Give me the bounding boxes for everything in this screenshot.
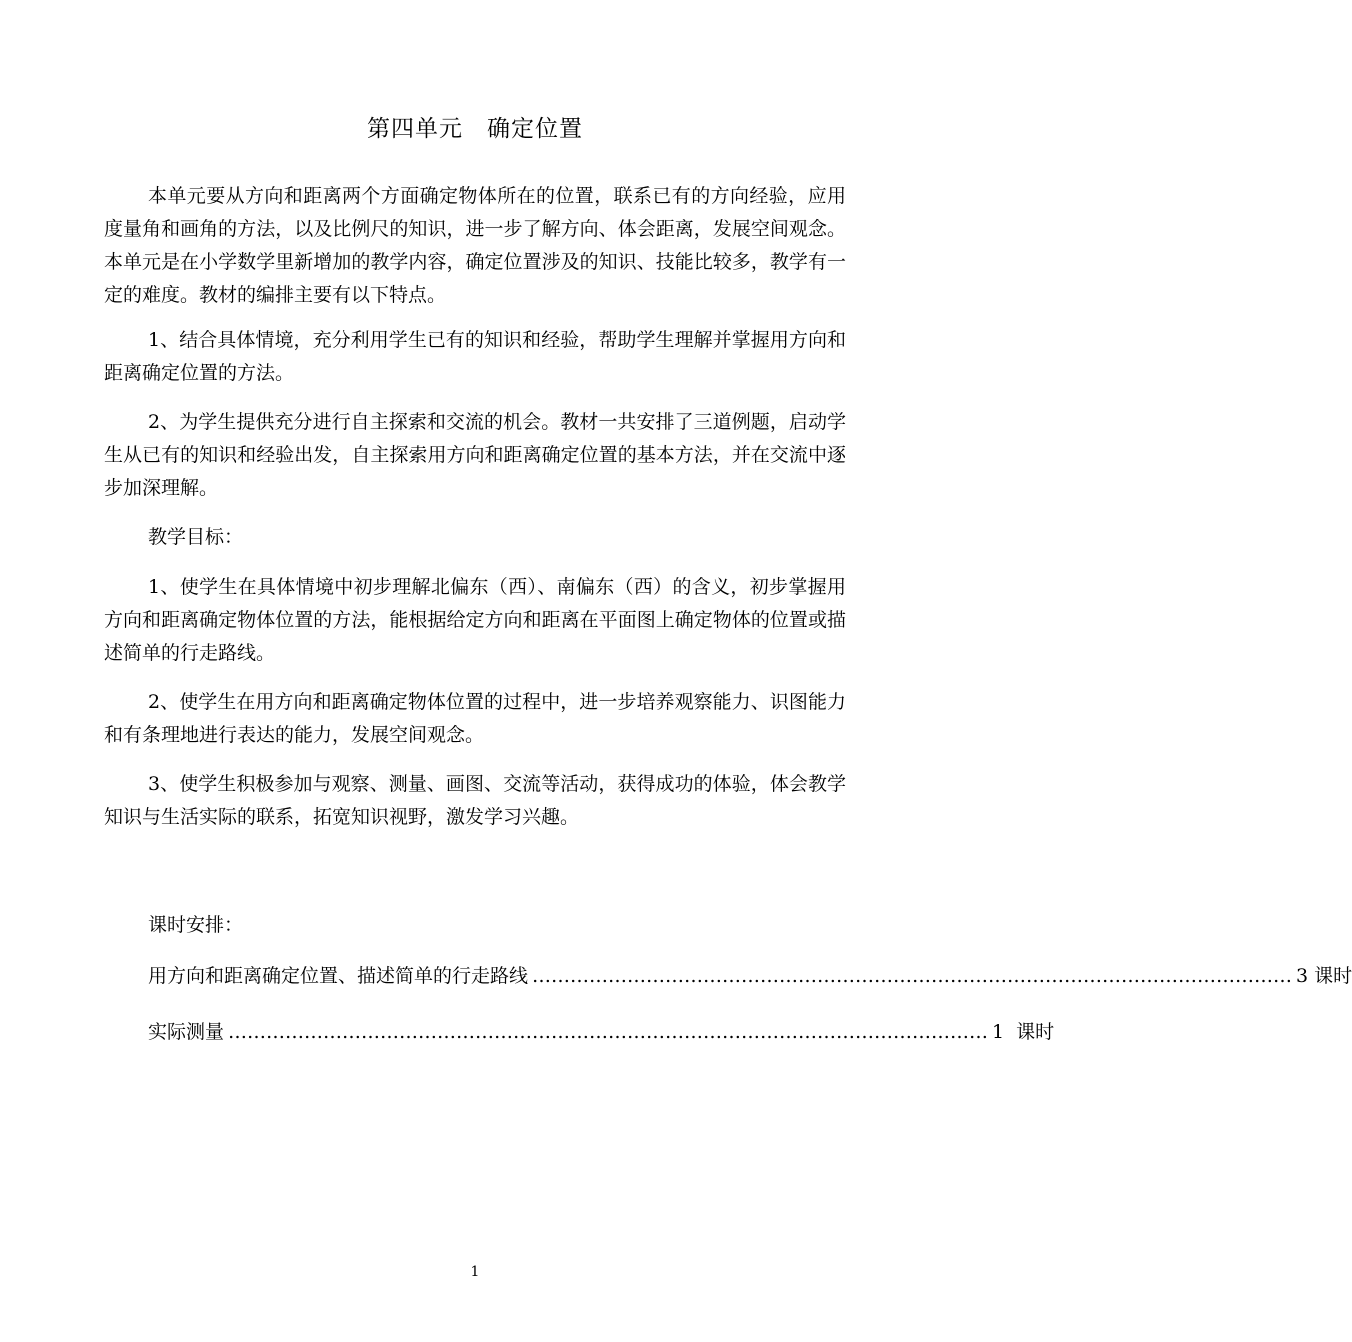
dot-leader: ………………………………………………………………………………………………………… <box>532 965 1293 987</box>
goal-item-3: 3、使学生积极参加与观察、测量、画图、交流等活动，获得成功的体验，体会教学知识与生活实际的联系，拓宽知识视野，激发学习兴趣。 <box>104 773 846 828</box>
goal-item-2: 2、使学生在用方向和距离确定物体位置的过程中，进一步培养观察能力、识图能力和有条理地进行表达的能力，发展空间观念。 <box>104 691 846 746</box>
schedule-row-label: 用方向和距离确定位置、描述简单的行走路线 <box>148 965 529 987</box>
goal-item-1: 1、使学生在具体情境中初步理解北偏东（西）、南偏东（西）的含义，初步掌握用方向和距离确定物体位置的方法，能根据给定方向和距离在平面图上确定物体的位置或描述简单的行走路线。 <box>104 576 846 664</box>
schedule-row-label: 实际测量 <box>148 1021 225 1043</box>
schedule-heading: 课时安排： <box>148 914 244 936</box>
schedule-row-value: 1 课时 <box>992 1021 1055 1043</box>
schedule-row-value: 3 课时 <box>1296 965 1352 987</box>
page-title: 第四单元 确定位置 <box>367 116 583 142</box>
schedule-row <box>148 1016 1055 1049</box>
goals-heading: 教学目标： <box>148 526 244 548</box>
schedule-row <box>148 960 1352 993</box>
dot-leader: ………………………………………………………………………………………………………… <box>228 1021 989 1043</box>
feature-item-2: 2、为学生提供充分进行自主探索和交流的机会。教材一共安排了三道例题，启动学生从已有的知识和经验出发，自主探索用方向和距离确定位置的基本方法，并在交流中逐步加深理解。 <box>104 411 846 499</box>
intro-paragraph: 本单元要从方向和距离两个方面确定物体所在的位置，联系已有的方向经验，应用度量角和画角的方法，以及比例尺的知识，进一步了解方向、体会距离，发展空间观念。本单元是在小学数学里新增加的教学内容，确定位置涉及的知识、技能比较多，教学有一定的难度。教材的编排主要有以下特点。 <box>104 185 846 306</box>
page-number: 1 <box>470 1264 480 1280</box>
feature-item-1: 1、结合具体情境，充分利用学生已有的知识和经验，帮助学生理解并掌握用方向和距离确定位置的方法。 <box>104 329 846 384</box>
